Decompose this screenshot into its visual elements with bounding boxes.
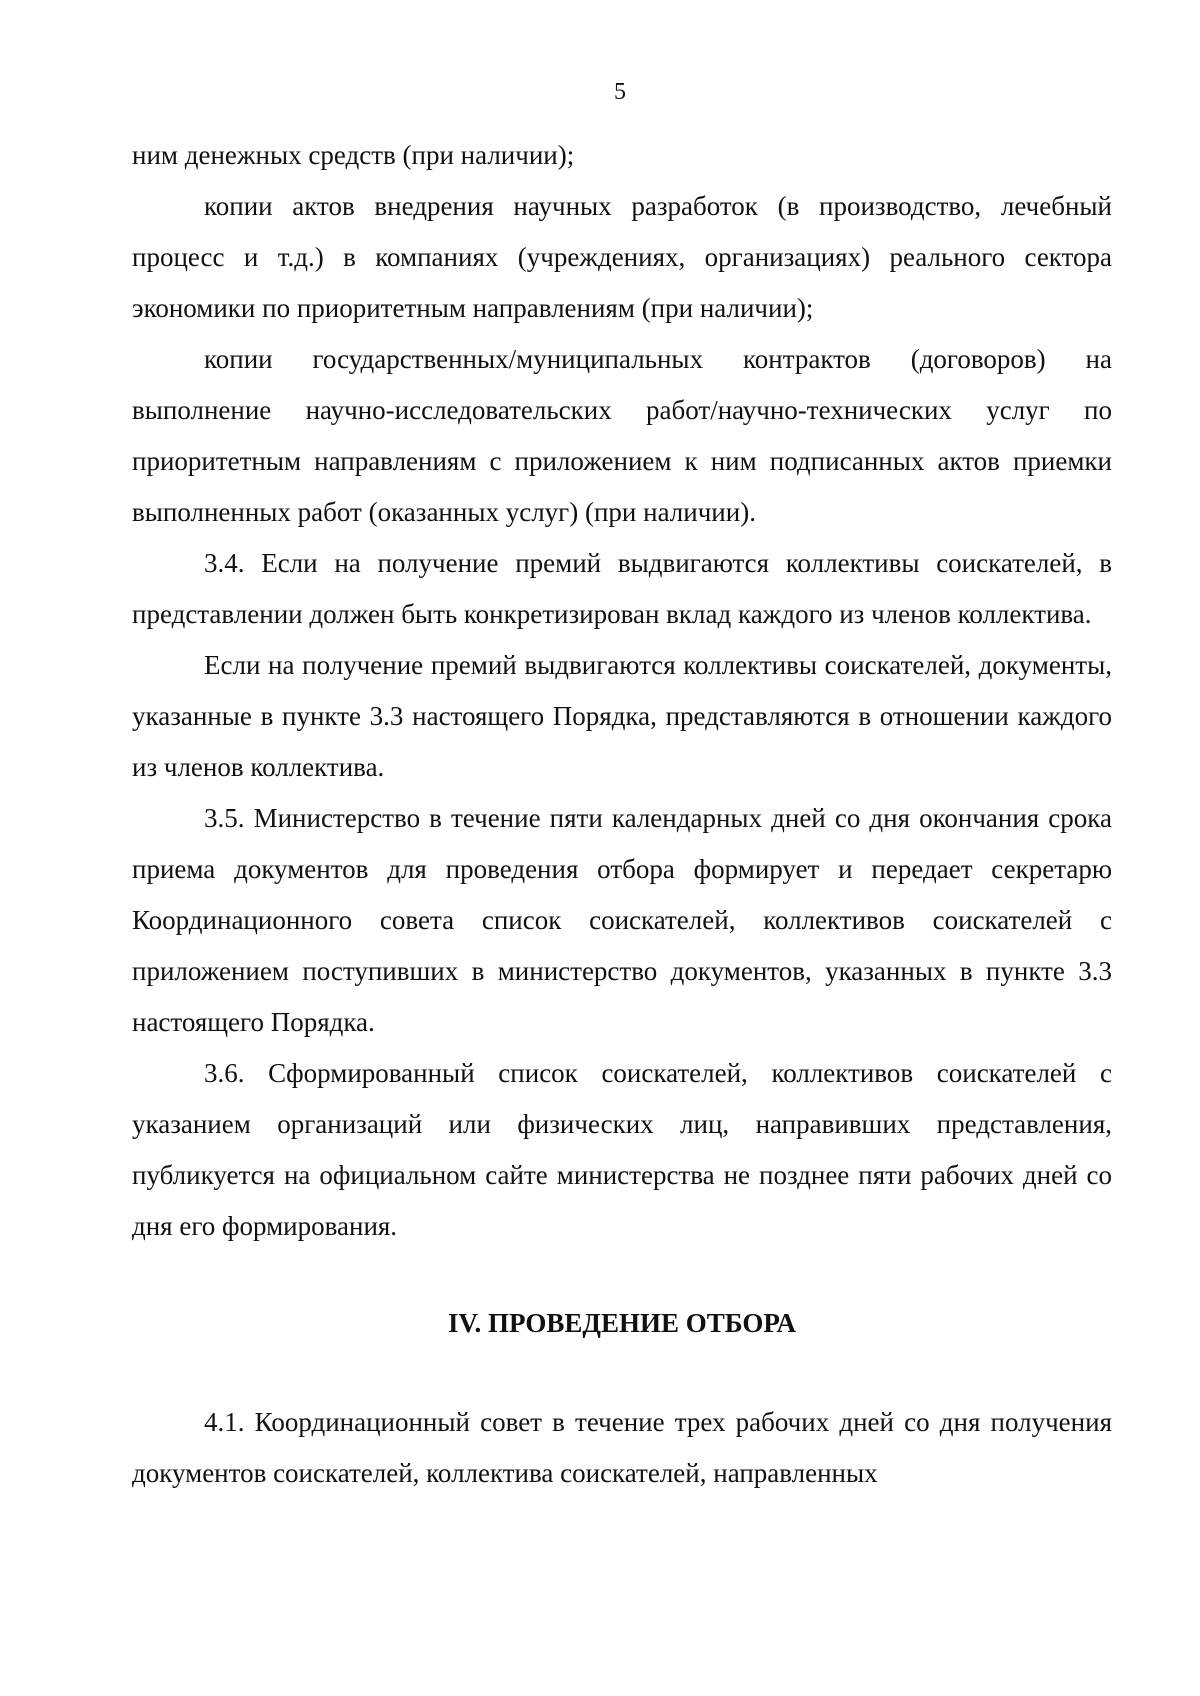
paragraph-3-6: 3.6. Сформированный список соискателей, коллективов соискателей с указанием организаций или физических лиц, направивших представления, публикуется на официальном сайте министерства не позднее пяти рабочих дней со дня его формирования. <box>132 1058 1112 1241</box>
paragraph-implementation-acts: копии актов внедрения научных разработок (в производство, лечебный процесс и т.д.) в компаниях (учреждениях, организациях) реального сектора экономики по приоритетным направлениям (при наличии); <box>132 191 1112 323</box>
paragraph-continuation: ним денежных средств (при наличии); <box>132 140 575 170</box>
paragraph-3-4-documents: Если на получение премий выдвигаются коллективы соискателей, документы, указанные в пункте 3.3 настоящего Порядка, представляются в отношении каждого из членов коллектива. <box>132 650 1112 782</box>
paragraph-3-5: 3.5. Министерство в течение пяти календарных дней со дня окончания срока приема документов для проведения отбора формирует и передает секретарю Координационного совета список соискателей, коллективов соискателей с приложением поступивших в министерство документов, указанных в пункте 3.3 настоящего Порядка. <box>132 803 1112 1037</box>
paragraph-3-4: 3.4. Если на получение премий выдвигаются коллективы соискателей, в представлении должен быть конкретизирован вклад каждого из членов коллектива. <box>132 548 1112 629</box>
section-heading: IV. ПРОВЕДЕНИЕ ОТБОРА <box>448 1308 796 1338</box>
paragraph-contracts: копии государственных/муниципальных контрактов (договоров) на выполнение научно-исследовательских работ/научно-технических услуг по приоритетным направлениям с приложением к ним подписанных актов приемки выполненных работ (оказанных услуг) (при наличии). <box>132 344 1112 527</box>
paragraph-4-1: 4.1. Координационный совет в течение трех рабочих дней со дня получения документов соискателей, коллектива соискателей, направленных <box>132 1407 1112 1488</box>
page-number: 5 <box>614 79 626 105</box>
document-body <box>132 130 1112 1499</box>
